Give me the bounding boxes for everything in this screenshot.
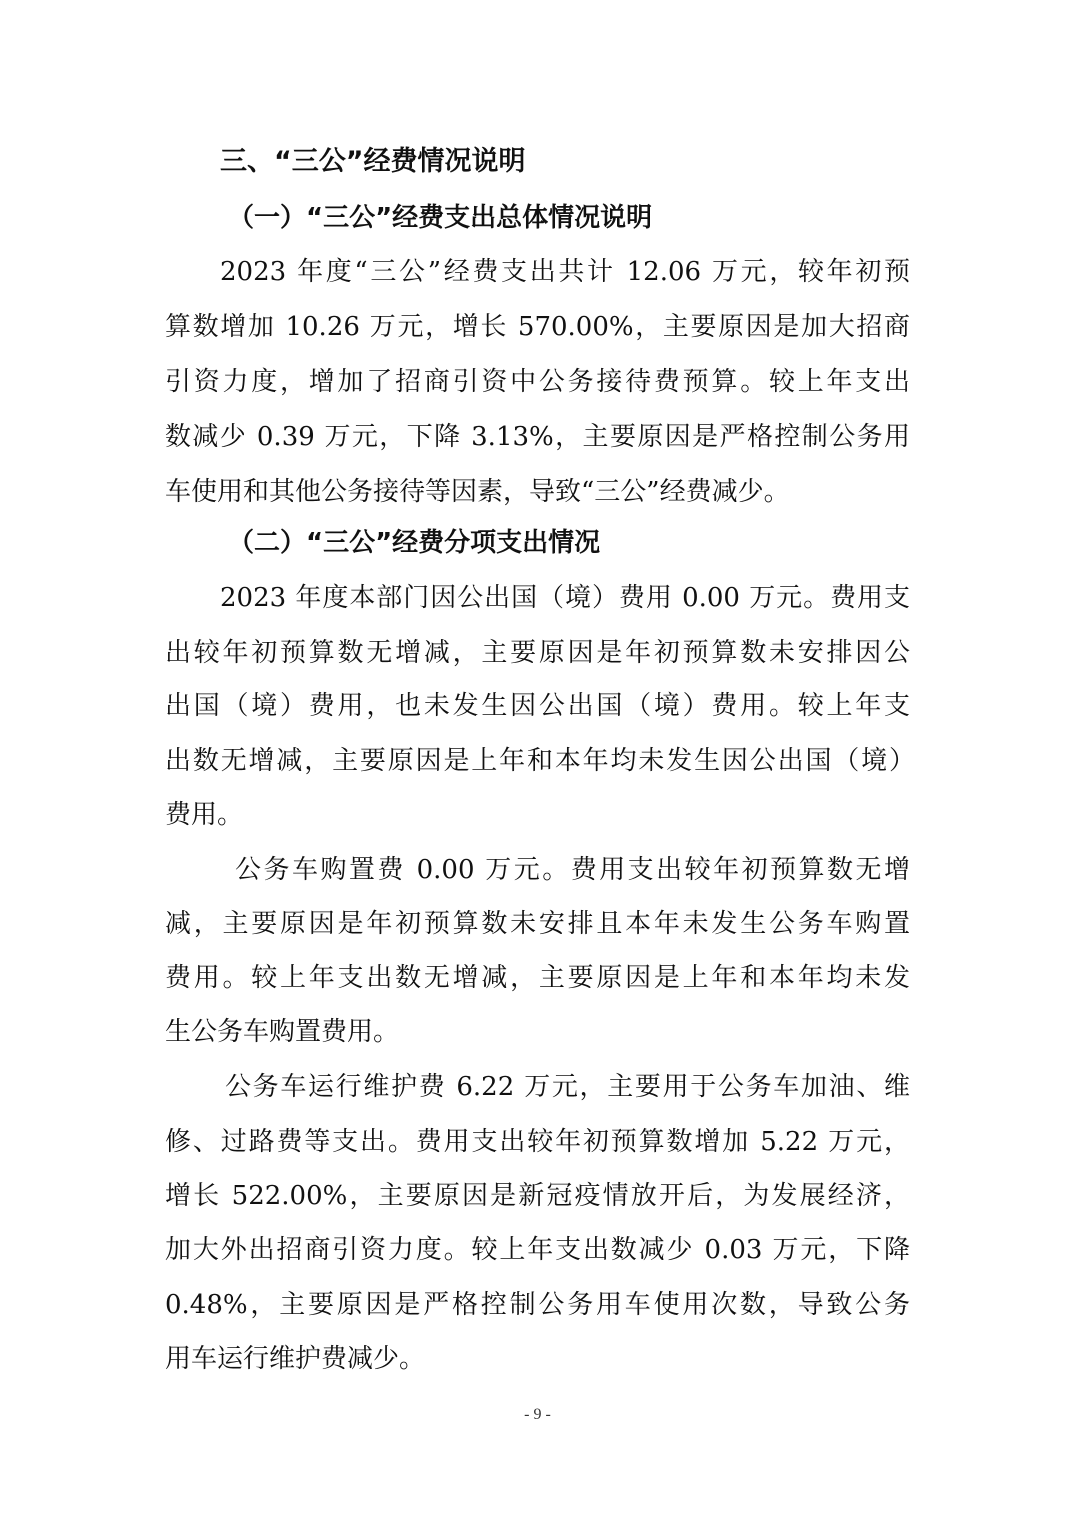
paragraph-line: 2023 年度“三公”经费支出共计 12.06 万元，较年初预 xyxy=(220,257,910,287)
paragraph-line: 车使用和其他公务接待等因素，导致“三公”经费减少。 xyxy=(165,477,790,507)
paragraph-line: 减，主要原因是年初预算数未安排且本年未发生公务车购置 xyxy=(165,909,910,939)
paragraph-line: 0.48%，主要原因是严格控制公务用车使用次数，导致公务 xyxy=(165,1290,910,1320)
page-number: - 9 - xyxy=(524,1406,551,1423)
paragraph-line: 生公务车购置费用。 xyxy=(165,1017,400,1047)
paragraph-line: 公务车运行维护费 6.22 万元，主要用于公务车加油、维 xyxy=(225,1072,910,1102)
paragraph-line: 出较年初预算数无增减，主要原因是年初预算数未安排因公 xyxy=(165,638,910,668)
paragraph-line: 2023 年度本部门因公出国（境）费用 0.00 万元。费用支 xyxy=(220,583,910,613)
paragraph-line: 算数增加 10.26 万元，增长 570.00%，主要原因是加大招商 xyxy=(165,312,910,342)
paragraph-line: 增长 522.00%，主要原因是新冠疫情放开后，为发展经济， xyxy=(165,1181,910,1211)
paragraph-line: 费用。 xyxy=(165,800,244,830)
subsection-2-title: （二）“三公”经费分项支出情况 xyxy=(228,528,601,558)
paragraph-line: 数减少 0.39 万元，下降 3.13%，主要原因是严格控制公务用 xyxy=(165,422,910,452)
paragraph-line: 出国（境）费用，也未发生因公出国（境）费用。较上年支 xyxy=(165,691,910,721)
paragraph-line: 修、过路费等支出。费用支出较年初预算数增加 5.22 万元， xyxy=(165,1127,910,1157)
paragraph-line: 加大外出招商引资力度。较上年支出数减少 0.03 万元，下降 xyxy=(165,1235,910,1265)
paragraph-line: 出数无增减，主要原因是上年和本年均未发生因公出国（境） xyxy=(165,746,915,776)
paragraph-line: 费用。较上年支出数无增减，主要原因是上年和本年均未发 xyxy=(165,963,910,993)
paragraph-line: 引资力度，增加了招商引资中公务接待费预算。较上年支出 xyxy=(165,367,910,397)
paragraph-line: 用车运行维护费减少。 xyxy=(165,1344,426,1374)
subsection-1-title: （一）“三公”经费支出总体情况说明 xyxy=(228,203,653,233)
paragraph-line: 公务车购置费 0.00 万元。费用支出较年初预算数无增 xyxy=(235,855,910,885)
section-title: 三、“三公”经费情况说明 xyxy=(220,146,526,177)
